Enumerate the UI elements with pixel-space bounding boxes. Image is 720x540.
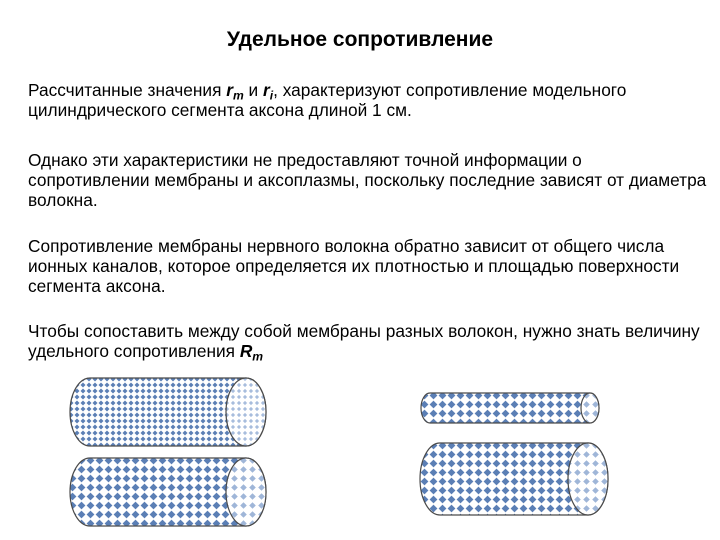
slide-title: Удельное сопротивление xyxy=(226,28,494,51)
paragraph-text: , характеризуют сопротивление модельного цилиндрического сегмента аксона длиной 1 см. xyxy=(28,80,627,120)
axon-cylinder-thin xyxy=(420,391,602,425)
paragraph-diameter-dependence: Однако эти характеристики не предоставляют точной информации о сопротивлении мембраны и аксоплазмы, поскольку последние зависят от диаметра волокна. xyxy=(28,150,707,210)
paragraph-text: Рассчитанные значения xyxy=(28,80,227,100)
paragraph-resistance-values xyxy=(28,80,708,120)
paragraph-text: и xyxy=(243,80,264,100)
axon-cylinder-medium xyxy=(420,441,612,517)
paragraph-text: Чтобы сопоставить между собой мембраны разных волокон, нужно знать величину удельного сопротивления xyxy=(28,321,700,361)
paragraph-specific-resistance xyxy=(28,321,708,364)
variable-ri: $r_i$ xyxy=(263,80,274,103)
paragraph-ion-channels: Сопротивление мембраны нервного волокна обратно зависит от общего числа ионных каналов, которое определяется их плотностью и площадью поверхности сегмента аксона. xyxy=(28,236,680,296)
variable-Rm: $R_m$ xyxy=(239,341,264,364)
axon-cylinder-large-sparse xyxy=(68,456,268,528)
variable-rm: $r_m$ xyxy=(226,80,244,103)
axon-cylinder-large-dense xyxy=(68,376,268,448)
